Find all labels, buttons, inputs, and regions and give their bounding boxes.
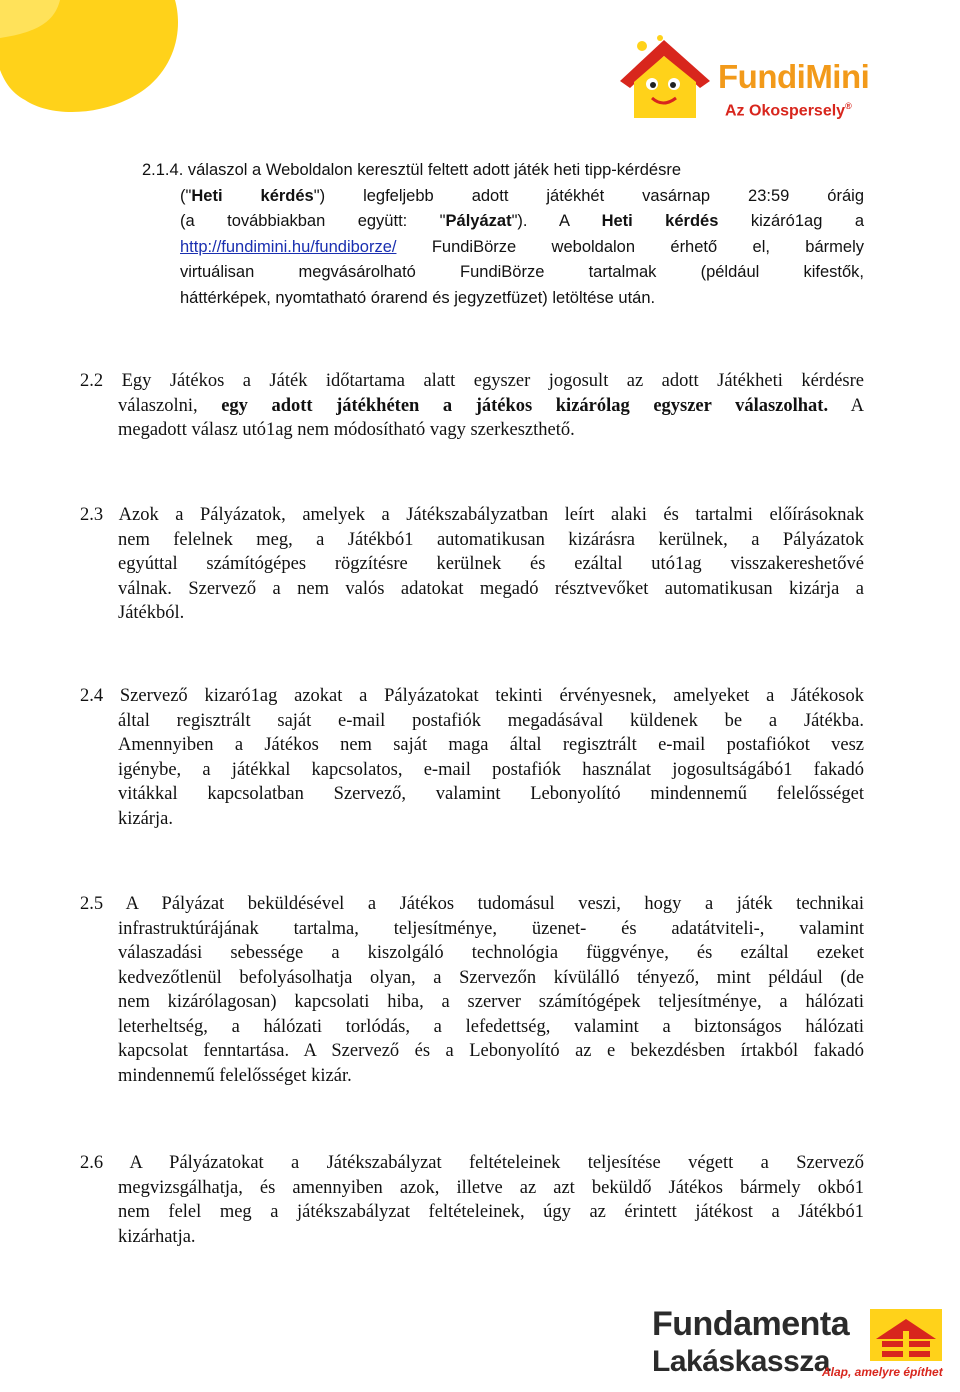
para-line: nem felel meg a játékszabályzat feltételeinek, úgy az érintett játékost a Játékbó1 xyxy=(118,1202,864,1222)
para-line: kizárhatja. xyxy=(118,1226,196,1247)
para-line: által regisztrált saját e-mail postafiók megadásával küldenek be a Játékba. xyxy=(118,710,864,731)
fundimini-logo xyxy=(612,26,922,136)
section-2-5 xyxy=(80,892,864,1088)
para-line: kedvezőtlenül befolyásolhatja olyan, a Szervezőn kívülálló tényező, mint például (de xyxy=(118,967,864,988)
para-line: nem felelnek meg, a Játékbó1 automatikusan kizárásra kerülnek, a Pályázatok xyxy=(118,529,864,550)
para-line: megadott válasz utó1ag nem módosítható vagy szerkeszthető. xyxy=(118,420,575,440)
fundamenta-wordmark: Fundamenta xyxy=(652,1305,850,1343)
para-line: válaszolni, egy adott játékhéten a játékos kizárólag egyszer válaszolhat. A xyxy=(118,395,864,416)
para-line: Játékból. xyxy=(118,603,185,623)
para-line: 2.1.4. válaszol a Weboldalon keresztül feltett adott játék heti tipp-kérdésre xyxy=(142,161,681,179)
para-line: virtuálisan megvásárolható FundiBörze tartalmak (például kifestők, xyxy=(180,263,864,281)
para-line: megvizsgálhatja, és amennyiben azok, illetve az azt beküldő Játékos bármely okbó1 xyxy=(118,1177,864,1198)
fundimini-wordmark: FundiMini xyxy=(718,58,870,95)
para-line: egyúttal számítógépes rögzítésre kerülnek és ezáltal utó1ag visszakereshetővé xyxy=(118,554,864,574)
para-line: válnak. Szervező a nem valós adatokat megadó résztvevőket automatikusan kizárja a xyxy=(118,578,864,599)
house-icon xyxy=(612,26,722,136)
para-line: 2.6 A Pályázatokat a Játékszabályzat feltételeinek teljesítése végett a Szervező xyxy=(80,1153,864,1173)
para-line: leterheltség, a hálózati torlódás, a lefedettség, valamint a biztonságos hálózati xyxy=(118,1016,864,1037)
para-line: infrastruktúrájának tartalma, teljesítménye, üzenet- és adatátviteli-, valamint xyxy=(118,918,864,939)
fundiborze-link[interactable]: http://fundimini.hu/fundiborze/ xyxy=(180,237,397,256)
section-2-4 xyxy=(80,684,864,831)
para-line: igénybe, a játékkal kapcsolatos, e-mail postafiók használat jogosultságábó1 fakadó xyxy=(118,759,864,780)
para-line: 2.4 Szervező kizaró1ag azokat a Pályázatokat tekinti érvényesnek, amelyeket a Játékosok xyxy=(80,686,864,706)
para-line: vitákkal kapcsolatban Szervező, valamint Lebonyolító mindennemű felelősséget xyxy=(118,784,864,804)
para-line: (a továbbiakban együtt: "Pályázat"). A Heti kérdés kizáró1ag a xyxy=(180,212,864,230)
section-2-6 xyxy=(80,1151,864,1249)
para-line: mindennemű felelősséget kizár. xyxy=(118,1065,352,1086)
para-line: 2.2 Egy Játékos a Játék időtartama alatt egyszer jogosult az adott Játékheti kérdésre xyxy=(80,371,864,391)
para-line: háttérképek, nyomtatható órarend és jegyzetfüzet) letöltése után. xyxy=(180,288,656,307)
para-line: 2.3 Azok a Pályázatok, amelyek a Játékszabályzatban leírt alaki és tartalmi előírásoknak xyxy=(80,505,864,525)
para-line: nem kizárólagosan) kapcsolati hiba, a szerver számítógépek teljesítménye, a hálózati xyxy=(118,992,864,1012)
fundamenta-emblem-icon xyxy=(870,1309,942,1361)
fundamenta-slogan: Alap, amelyre építhet xyxy=(822,1365,943,1379)
fundimini-tagline: Az Okospersely® xyxy=(725,101,852,120)
para-line: ("Heti kérdés") legfeljebb adott játékhét vasárnap 23:59 óráig xyxy=(180,186,865,205)
section-2-3 xyxy=(80,503,864,626)
section-2-2 xyxy=(80,369,864,443)
para-line: Amennyiben a Játékos nem saját maga által regisztrált e-mail postafiókot vesz xyxy=(118,735,864,755)
para-line: 2.5 A Pályázat beküldésével a Játékos tudomásul veszi, hogy a játék technikai xyxy=(80,894,864,914)
para-line: kizárja. xyxy=(118,808,173,829)
para-line: http://fundimini.hu/fundiborze/ FundiBörze weboldalon érhető el, bármely xyxy=(180,237,864,256)
para-line: kapcsolat fenntartása. A Szervező és a Lebonyolító az e bekezdésben írtakból fakadó xyxy=(118,1041,864,1061)
section-2-1-4 xyxy=(142,158,864,311)
fundamenta-logo xyxy=(652,1305,952,1385)
para-line: válaszadási sebessége a kiszolgáló technológia függvénye, és ezáltal ezeket xyxy=(118,943,864,963)
decorative-yellow-shape xyxy=(0,0,200,130)
lakaskassza-wordmark: Lakáskassza xyxy=(652,1345,830,1378)
